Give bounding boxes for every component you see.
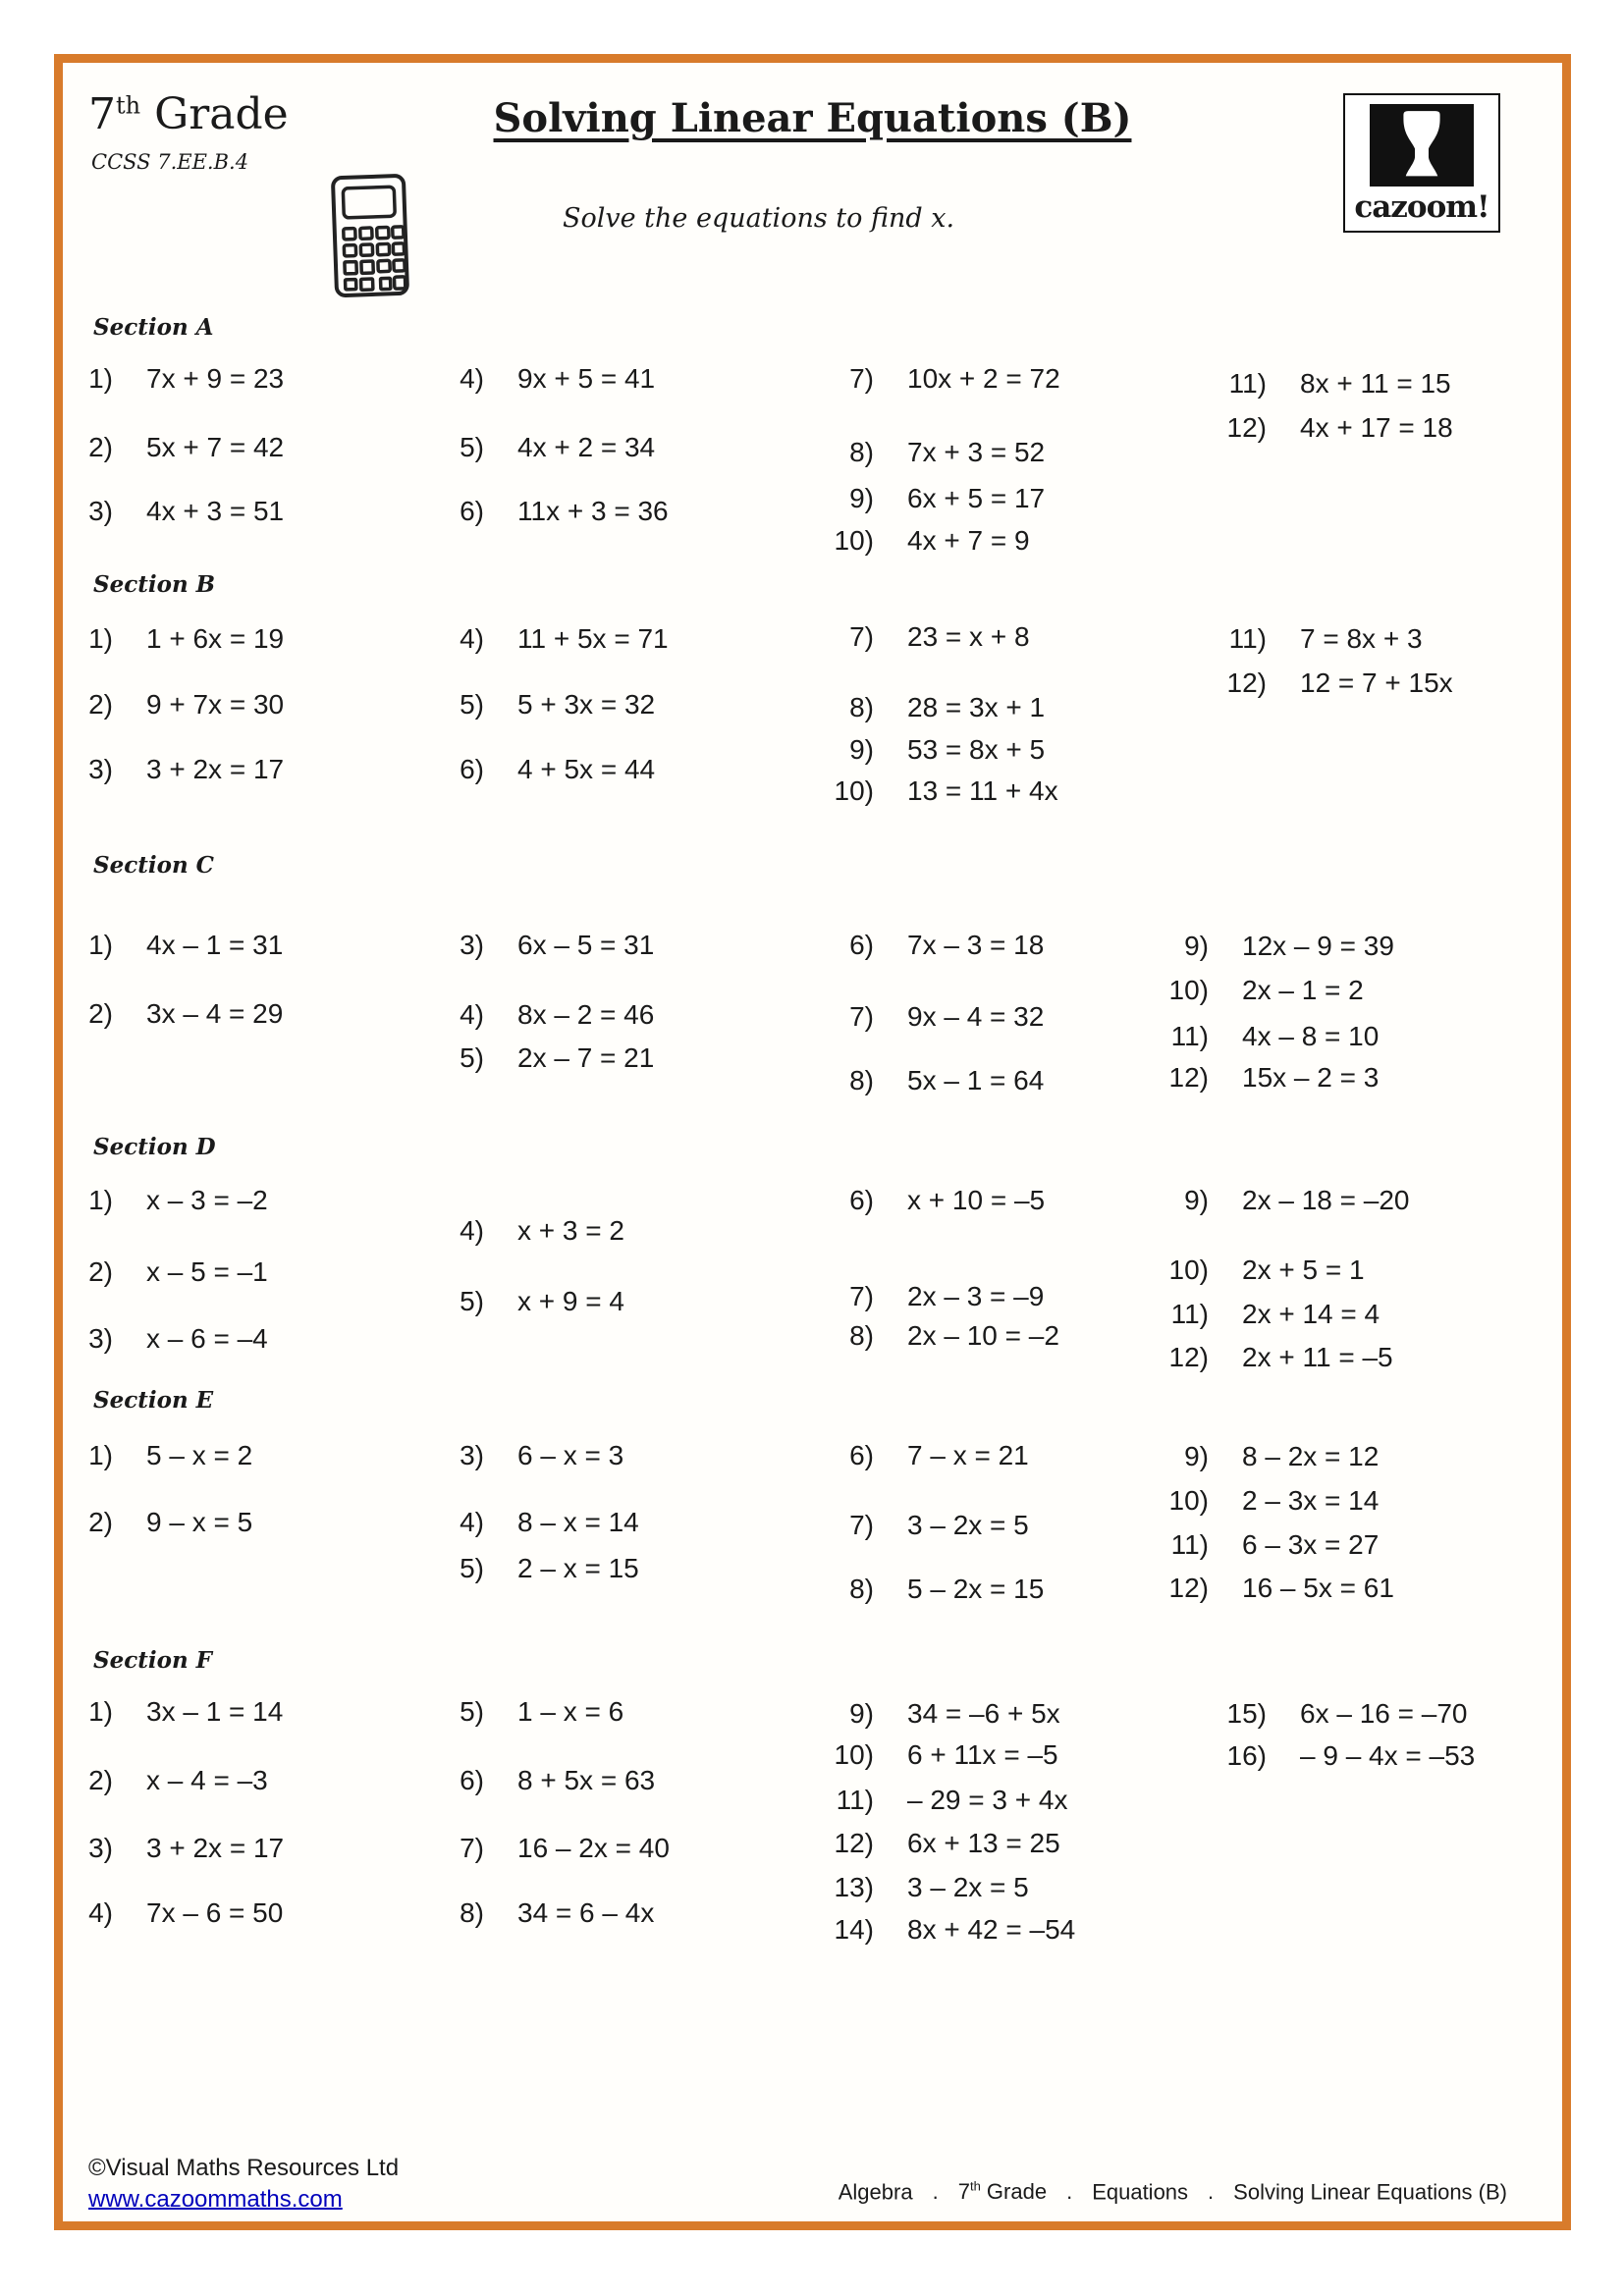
question-number: 4) [460, 363, 484, 394]
question-number: 9) [849, 483, 874, 513]
equation-text: 3x – 1 = 14 [146, 1696, 284, 1727]
question-number: 11) [1228, 368, 1267, 399]
question-number: 8) [849, 692, 874, 722]
equation-item [819, 1320, 1059, 1352]
equation-text: 4x + 7 = 9 [907, 525, 1030, 556]
ordinal-suffix: th [116, 91, 141, 120]
equation-item [1154, 1342, 1393, 1373]
equation-text: 2x – 18 = –20 [1242, 1185, 1410, 1215]
question-number: 2) [88, 1507, 113, 1537]
equation-item [819, 1281, 1044, 1312]
equation-text: 5 + 3x = 32 [517, 689, 656, 720]
equation-item [819, 1785, 1067, 1816]
equation-text: 11x + 3 = 36 [517, 496, 669, 526]
question-number: 9) [1184, 931, 1209, 961]
equation-item [819, 930, 1044, 961]
equation-item [819, 1872, 1029, 1903]
equation-text: 8x + 42 = –54 [907, 1914, 1076, 1945]
question-number: 9) [1184, 1185, 1209, 1215]
equation-text: 3 + 2x = 17 [146, 1833, 285, 1863]
equation-text: 8x – 2 = 46 [517, 999, 655, 1030]
footer-breadcrumb [839, 2179, 1507, 2205]
equation-text: 2x – 1 = 2 [1242, 975, 1364, 1005]
equation-item [58, 1185, 268, 1216]
equation-item [1154, 1021, 1379, 1052]
breadcrumb-item [1233, 2179, 1507, 2204]
question-number: 11) [1228, 623, 1267, 654]
equation-item [819, 1739, 1058, 1771]
equation-item [1154, 1573, 1394, 1604]
cazoom-logo [1343, 93, 1500, 233]
equation-item [819, 363, 1060, 395]
equation-item [58, 1440, 252, 1471]
question-number: 10) [1168, 1485, 1209, 1516]
equation-text: 13 = 11 + 4x [907, 775, 1058, 806]
equation-text: 9 + 7x = 30 [146, 689, 285, 720]
equation-item [58, 1696, 283, 1728]
question-number: 11) [1170, 1021, 1209, 1051]
text-segment: Algebra [838, 2179, 913, 2205]
equation-item [819, 1828, 1060, 1859]
section-label: Section E [93, 1387, 214, 1414]
equation-text: 23 = x + 8 [907, 621, 1030, 652]
question-number: 10) [834, 1739, 874, 1770]
question-number: 5) [460, 432, 484, 462]
worksheet-page [54, 54, 1571, 2230]
equation-text: 4 + 5x = 44 [517, 754, 656, 784]
equation-text: 2x – 7 = 21 [517, 1042, 655, 1073]
equation-text: 53 = 8x + 5 [907, 734, 1046, 765]
equation-text: 2x + 14 = 4 [1242, 1299, 1380, 1329]
equation-item [429, 1286, 624, 1317]
equation-text: 10x + 2 = 72 [907, 363, 1060, 394]
equation-text: – 9 – 4x = –53 [1300, 1740, 1476, 1771]
breadcrumb-separator: . [1208, 2179, 1215, 2205]
section-label: Section C [93, 852, 214, 879]
equation-text: 1 + 6x = 19 [146, 623, 285, 654]
equation-item [58, 1323, 268, 1355]
question-number: 1) [88, 1696, 113, 1727]
page-title: Solving Linear Equations (B) [493, 95, 1132, 141]
question-number: 5) [460, 1696, 484, 1727]
equation-item [1212, 623, 1423, 655]
question-number: 3) [88, 1833, 113, 1863]
equation-text: 6 – x = 3 [517, 1440, 624, 1470]
equation-text: 7 = 8x + 3 [1300, 623, 1423, 654]
equation-item [429, 1507, 639, 1538]
equation-item [1154, 1299, 1380, 1330]
equation-text: x + 10 = –5 [907, 1185, 1046, 1215]
question-number: 11) [1170, 1529, 1209, 1560]
equation-item [819, 483, 1045, 514]
equation-text: 7x + 9 = 23 [146, 363, 285, 394]
equation-text: 8 – 2x = 12 [1242, 1441, 1380, 1471]
equation-text: 2x – 3 = –9 [907, 1281, 1045, 1311]
question-number: 12) [1168, 1062, 1209, 1093]
equation-item [58, 1897, 283, 1929]
equation-text: 4x + 2 = 34 [517, 432, 656, 462]
equation-item [58, 432, 284, 463]
equation-text: 9 – x = 5 [146, 1507, 253, 1537]
equation-text: 4x + 3 = 51 [146, 496, 285, 526]
equation-text: 4x – 8 = 10 [1242, 1021, 1380, 1051]
equation-item [819, 437, 1045, 468]
equation-item [1154, 1529, 1379, 1561]
equation-text: 16 – 2x = 40 [517, 1833, 670, 1863]
question-number: 2) [88, 432, 113, 462]
question-number: 4) [460, 1215, 484, 1246]
question-number: 6) [460, 496, 484, 526]
equation-item [429, 432, 655, 463]
equation-item [429, 1553, 639, 1584]
question-number: 4) [460, 1507, 484, 1537]
question-number: 12) [834, 1828, 874, 1858]
question-number: 4) [88, 1897, 113, 1928]
footer-copyright: ©Visual Maths Resources Ltd [88, 2155, 400, 2181]
equation-item [58, 1256, 268, 1288]
question-number: 5) [460, 1553, 484, 1583]
question-number: 6) [849, 1440, 874, 1470]
drum-icon [1370, 104, 1474, 187]
question-number: 1) [88, 1185, 113, 1215]
equation-item [429, 1215, 624, 1247]
equation-item [1212, 1698, 1467, 1730]
question-number: 3) [88, 754, 113, 784]
breadcrumb-item [839, 2179, 913, 2204]
question-number: 6) [849, 930, 874, 960]
ordinal-suffix: th [969, 2179, 981, 2194]
equation-text: 4x – 1 = 31 [146, 930, 284, 960]
question-number: 10) [1168, 975, 1209, 1005]
equation-text: 9x – 4 = 32 [907, 1001, 1045, 1032]
section-label: Section F [93, 1647, 213, 1674]
equation-item [1154, 1255, 1365, 1286]
equation-text: 8 + 5x = 63 [517, 1765, 656, 1795]
equation-text: 1 – x = 6 [517, 1696, 624, 1727]
text-segment: Grade [140, 89, 289, 139]
equation-item [1212, 412, 1453, 444]
question-number: 14) [834, 1914, 874, 1945]
equation-item [819, 525, 1030, 557]
equation-item [429, 1042, 654, 1074]
question-number: 10) [1168, 1255, 1209, 1285]
question-number: 1) [88, 623, 113, 654]
equation-item [429, 689, 655, 721]
equation-text: x + 9 = 4 [517, 1286, 624, 1316]
equation-item [58, 1833, 284, 1864]
ccss-label: CCSS 7.EE.B.4 [91, 150, 249, 174]
question-number: 2) [88, 689, 113, 720]
equation-text: 6x – 16 = –70 [1300, 1698, 1468, 1729]
question-number: 2) [88, 1256, 113, 1287]
equation-item [429, 1897, 654, 1929]
equation-text: 15x – 2 = 3 [1242, 1062, 1380, 1093]
question-number: 6) [460, 754, 484, 784]
equation-text: 16 – 5x = 61 [1242, 1573, 1394, 1603]
equation-text: 34 = –6 + 5x [907, 1698, 1060, 1729]
grade-heading [88, 89, 289, 139]
question-number: 5) [460, 1042, 484, 1073]
equation-text: 3 + 2x = 17 [146, 754, 285, 784]
equation-text: 28 = 3x + 1 [907, 692, 1046, 722]
equation-item [819, 1914, 1075, 1946]
text-segment: Grade [980, 2179, 1048, 2205]
question-number: 15) [1226, 1698, 1267, 1729]
equation-text: 7x + 3 = 52 [907, 437, 1046, 467]
equation-text: 5 – 2x = 15 [907, 1574, 1045, 1604]
equation-item [429, 623, 669, 655]
equation-text: 8 – x = 14 [517, 1507, 639, 1537]
equation-item [819, 692, 1045, 723]
equation-item [819, 1001, 1044, 1033]
equation-text: 7x – 6 = 50 [146, 1897, 284, 1928]
equation-item [58, 998, 283, 1030]
text-segment: 7 [88, 89, 116, 139]
equation-text: x – 6 = –4 [146, 1323, 268, 1354]
question-number: 9) [1184, 1441, 1209, 1471]
equation-item [819, 1574, 1044, 1605]
equation-text: 2 – x = 15 [517, 1553, 639, 1583]
equation-item [58, 1765, 268, 1796]
equation-item [429, 930, 654, 961]
equation-text: 7 – x = 21 [907, 1440, 1029, 1470]
equation-item [58, 689, 284, 721]
breadcrumb-item [958, 2179, 1047, 2204]
question-number: 3) [88, 1323, 113, 1354]
equation-item [429, 1696, 623, 1728]
equation-item [1154, 1441, 1379, 1472]
equation-text: 3x – 4 = 29 [146, 998, 284, 1029]
question-number: 3) [88, 496, 113, 526]
equation-item [58, 1507, 252, 1538]
question-number: 9) [849, 734, 874, 765]
equation-item [429, 1833, 670, 1864]
equation-item [1154, 1485, 1379, 1517]
text-segment: Equations [1092, 2179, 1189, 2205]
equation-text: 8x + 11 = 15 [1300, 368, 1451, 399]
worksheet-instructions: Solve the equations to find x. [562, 203, 955, 234]
section-label: Section A [93, 314, 214, 341]
equation-text: 6x – 5 = 31 [517, 930, 655, 960]
equation-item [58, 363, 284, 395]
equation-item [429, 1765, 655, 1796]
equation-text: 5x – 1 = 64 [907, 1065, 1045, 1095]
question-number: 5) [460, 689, 484, 720]
equation-text: x + 3 = 2 [517, 1215, 624, 1246]
equation-item [58, 930, 283, 961]
question-number: 12) [1226, 412, 1267, 443]
equation-text: 12x – 9 = 39 [1242, 931, 1394, 961]
question-number: 8) [849, 437, 874, 467]
question-number: 6) [460, 1765, 484, 1795]
question-number: 8) [849, 1065, 874, 1095]
equation-text: x – 4 = –3 [146, 1765, 268, 1795]
question-number: 8) [849, 1320, 874, 1351]
question-number: 1) [88, 930, 113, 960]
section-label: Section D [93, 1134, 216, 1160]
equation-item [819, 621, 1030, 653]
question-number: 4) [460, 999, 484, 1030]
equation-item [1212, 1740, 1475, 1772]
equation-item [819, 1185, 1045, 1216]
equation-item [1154, 1185, 1409, 1216]
footer-website-link[interactable]: www.cazoommaths.com [88, 2186, 343, 2213]
equation-text: 2 – 3x = 14 [1242, 1485, 1380, 1516]
equation-text: 6 – 3x = 27 [1242, 1529, 1380, 1560]
question-number: 12) [1226, 667, 1267, 698]
equation-item [429, 999, 654, 1031]
equation-text: 11 + 5x = 71 [517, 623, 669, 654]
question-number: 16) [1226, 1740, 1267, 1771]
question-number: 10) [834, 775, 874, 806]
equation-text: 3 – 2x = 5 [907, 1872, 1029, 1902]
logo-text: cazoom! [1354, 189, 1489, 225]
equation-item [1154, 975, 1364, 1006]
question-number: 12) [1168, 1342, 1209, 1372]
equation-text: 12 = 7 + 15x [1300, 667, 1453, 698]
equation-item [58, 496, 284, 527]
question-number: 7) [849, 1281, 874, 1311]
section-label: Section B [93, 571, 216, 598]
equation-item [1212, 667, 1453, 699]
question-number: 8) [460, 1897, 484, 1928]
question-number: 3) [460, 930, 484, 960]
equation-text: 3 – 2x = 5 [907, 1510, 1029, 1540]
question-number: 6) [849, 1185, 874, 1215]
equation-item [819, 1440, 1029, 1471]
question-number: 11) [836, 1785, 874, 1815]
equation-text: 34 = 6 – 4x [517, 1897, 655, 1928]
equation-item [819, 775, 1058, 807]
question-number: 11) [1170, 1299, 1209, 1329]
equation-item [429, 496, 669, 527]
equation-item [429, 754, 655, 785]
equation-text: 6x + 5 = 17 [907, 483, 1046, 513]
question-number: 4) [460, 623, 484, 654]
equation-text: 5 – x = 2 [146, 1440, 253, 1470]
breadcrumb-item [1092, 2179, 1188, 2204]
question-number: 2) [88, 998, 113, 1029]
equation-text: 2x + 11 = –5 [1242, 1342, 1393, 1372]
question-number: 8) [849, 1574, 874, 1604]
question-number: 3) [460, 1440, 484, 1470]
equation-text: 2x + 5 = 1 [1242, 1255, 1365, 1285]
question-number: 7) [849, 621, 874, 652]
question-number: 12) [1168, 1573, 1209, 1603]
equation-text: x – 3 = –2 [146, 1185, 268, 1215]
question-number: 7) [849, 363, 874, 394]
question-number: 1) [88, 363, 113, 394]
equation-text: 2x – 10 = –2 [907, 1320, 1059, 1351]
equation-text: 7x – 3 = 18 [907, 930, 1045, 960]
question-number: 9) [849, 1698, 874, 1729]
equation-item [429, 363, 655, 395]
equation-text: 5x + 7 = 42 [146, 432, 285, 462]
question-number: 7) [849, 1510, 874, 1540]
breadcrumb-separator: . [932, 2179, 939, 2205]
calculator-icon [329, 172, 413, 301]
equation-item [819, 1698, 1060, 1730]
equation-text: 6 + 11x = –5 [907, 1739, 1058, 1770]
equation-text: 4x + 17 = 18 [1300, 412, 1453, 443]
equation-item [819, 1065, 1044, 1096]
equation-item [819, 1510, 1029, 1541]
question-number: 13) [834, 1872, 874, 1902]
question-number: 10) [834, 525, 874, 556]
equation-item [429, 1440, 623, 1471]
equation-item [1154, 931, 1394, 962]
equation-item [1212, 368, 1451, 400]
equation-item [58, 623, 284, 655]
equation-text: 6x + 13 = 25 [907, 1828, 1060, 1858]
equation-text: 9x + 5 = 41 [517, 363, 656, 394]
equation-item [58, 754, 284, 785]
text-segment: Solving Linear Equations (B) [1233, 2179, 1507, 2205]
question-number: 5) [460, 1286, 484, 1316]
question-number: 2) [88, 1765, 113, 1795]
equation-text: – 29 = 3 + 4x [907, 1785, 1068, 1815]
question-number: 7) [849, 1001, 874, 1032]
question-number: 1) [88, 1440, 113, 1470]
equation-item [1154, 1062, 1379, 1094]
equation-item [819, 734, 1045, 766]
text-segment: 7 [957, 2179, 970, 2205]
equation-text: x – 5 = –1 [146, 1256, 268, 1287]
breadcrumb-separator: . [1066, 2179, 1073, 2205]
question-number: 7) [460, 1833, 484, 1863]
